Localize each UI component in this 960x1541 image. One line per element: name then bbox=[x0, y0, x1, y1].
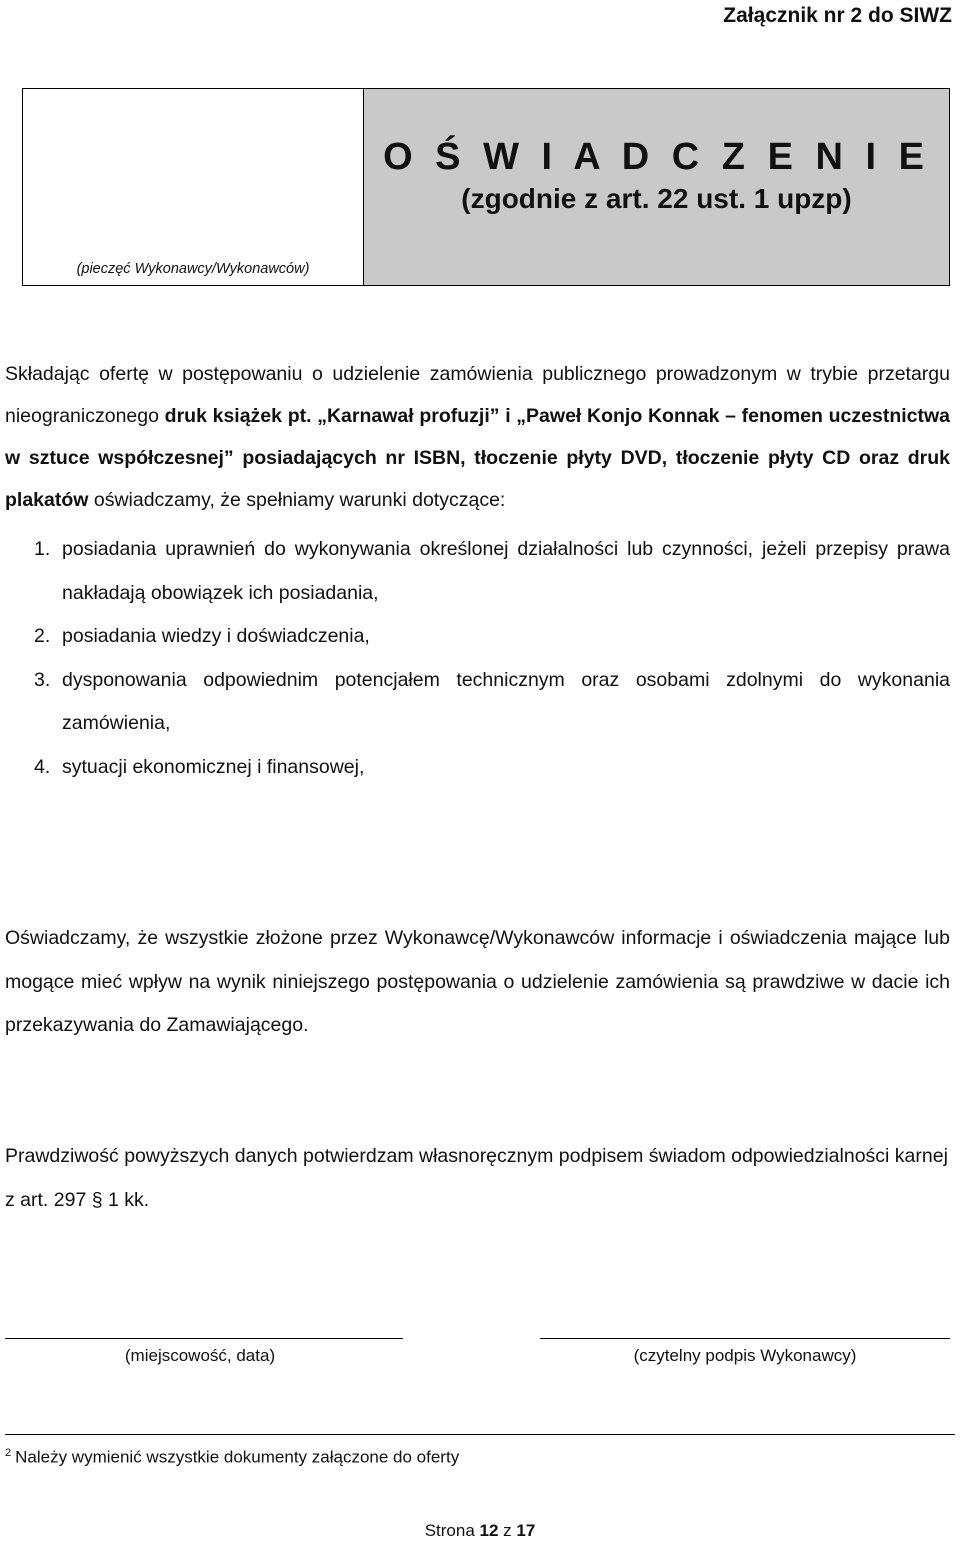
place-date-label: (miejscowość, data) bbox=[124, 1346, 276, 1365]
footnote bbox=[5, 1447, 459, 1468]
declaration-paragraph bbox=[5, 353, 950, 521]
list-number: 3. bbox=[34, 668, 51, 691]
stamp-caption: (pieczęć Wykonawcy/Wykonawców) bbox=[76, 261, 310, 277]
list-item bbox=[34, 528, 950, 615]
list-text: posiadania uprawnień do wykonywania określonej działalności lub czynności, jeżeli przepisy prawa nakładają obowiązek ich posiadania, bbox=[62, 538, 950, 604]
place-date-line bbox=[5, 1338, 403, 1339]
page-prefix: Strona bbox=[424, 1521, 480, 1540]
stamp-cell bbox=[23, 89, 364, 285]
page-total: 17 bbox=[516, 1521, 536, 1540]
document-title: O Ś W I A D C Z E N I E bbox=[383, 136, 930, 178]
list-text: sytuacji ekonomicznej i finansowej, bbox=[62, 755, 365, 778]
list-item bbox=[34, 659, 950, 746]
conditions-list bbox=[34, 528, 950, 789]
signature-label: (czytelny podpis Wykonawcy) bbox=[633, 1346, 857, 1365]
list-text: dysponowania odpowiednim potencjałem technicznym oraz osobami zdolnymi do wykonania zamówienia, bbox=[62, 668, 950, 734]
list-number: 2. bbox=[34, 625, 51, 647]
attachment-label: Załącznik nr 2 do SIWZ bbox=[723, 4, 952, 27]
page-separator: z bbox=[498, 1521, 517, 1540]
list-text: posiadania wiedzy i doświadczenia, bbox=[62, 625, 370, 647]
page-number bbox=[0, 1521, 960, 1541]
title-cell bbox=[364, 89, 949, 285]
header-table bbox=[22, 88, 950, 286]
signature-line bbox=[540, 1338, 950, 1339]
list-number: 4. bbox=[34, 755, 51, 778]
declaration-intro: Składając ofertę w postępowaniu o udzielenie zamówienia publicznego prowadzonym w trybie przetargu nieograniczonego bbox=[5, 363, 950, 427]
liability-paragraph: Prawdziwość powyższych danych potwierdzam własnoręcznym podpisem świadom odpowiedzialności karnej z art. 297 § 1 kk. bbox=[5, 1145, 948, 1211]
declaration-outro: oświadczamy, że spełniamy warunki dotyczące: bbox=[88, 489, 506, 511]
document-subtitle: (zgodnie z art. 22 ust. 1 upzp) bbox=[461, 183, 852, 214]
footnote-text: Należy wymienić wszystkie dokumenty załączone do oferty bbox=[15, 1447, 460, 1467]
tender-subject: druk książek pt. „Karnawał profuzji” i „Paweł Konjo Konnak – fenomen uczestnictwa w sztuce współczesnej” posiadających nr ISBN, tłoczenie płyty DVD, tłoczenie płyty CD oraz druk plakatów bbox=[5, 405, 950, 511]
list-number: 1. bbox=[34, 538, 51, 560]
footnote-separator bbox=[5, 1434, 955, 1435]
list-item bbox=[34, 615, 950, 659]
list-item bbox=[34, 746, 950, 790]
page-current: 12 bbox=[479, 1521, 499, 1540]
truthfulness-paragraph: Oświadczamy, że wszystkie złożone przez Wykonawcę/Wykonawców informacje i oświadczenia mające lub mogące mieć wpływ na wynik niniejszego postępowania o udzielenie zamówienia są prawdziwe w dacie ich przekazywania do Zamawiającego. bbox=[5, 927, 950, 1036]
footnote-marker: 2 bbox=[5, 1447, 12, 1459]
